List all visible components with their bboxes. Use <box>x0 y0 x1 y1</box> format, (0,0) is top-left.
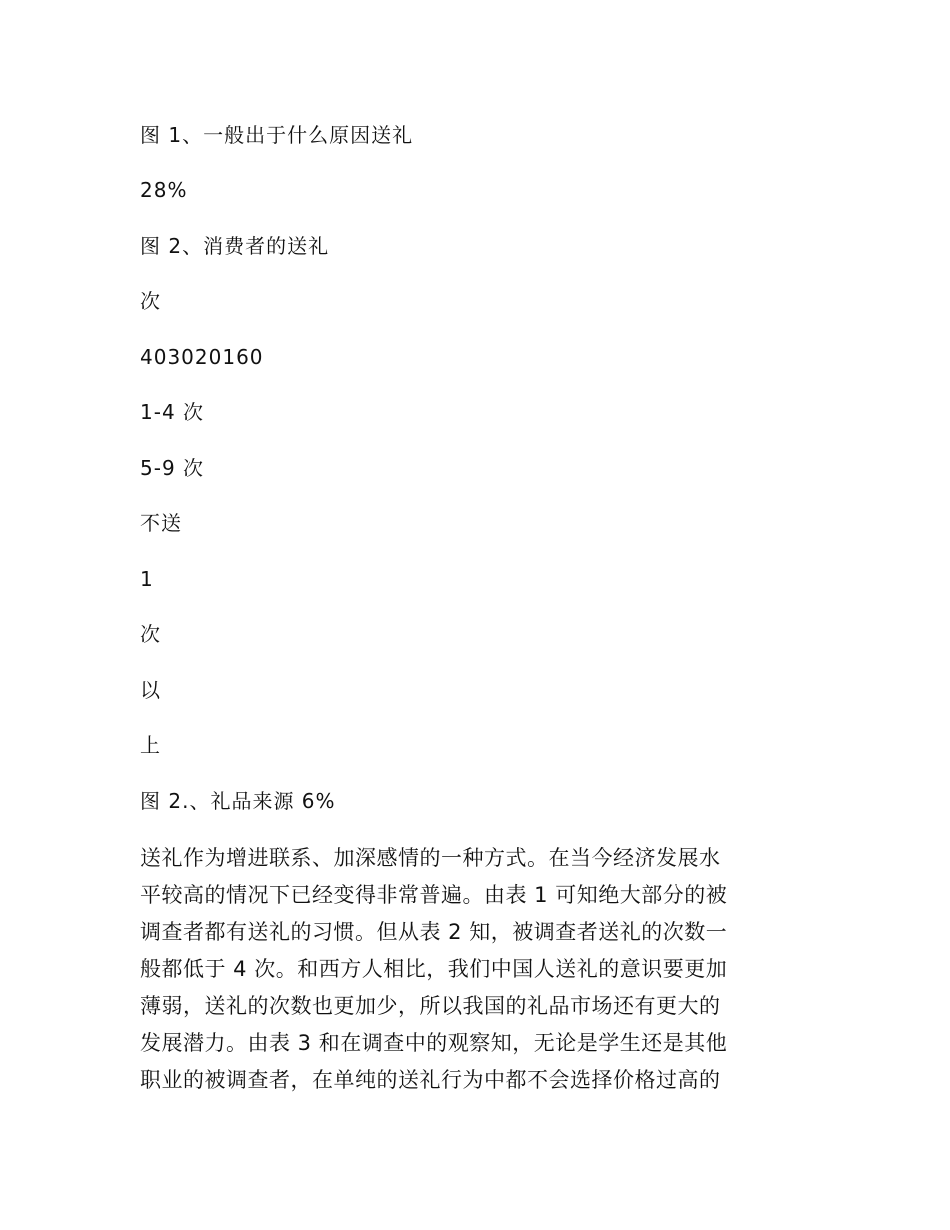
category-label-fragment-yi: 以 <box>140 678 161 702</box>
paragraph-line: 送礼作为增进联系、加深感情的一种方式。在当今经济发展水 <box>140 846 721 870</box>
category-label-fragment-1: 1 <box>140 567 154 591</box>
figure-1-caption: 图 1、一般出于什么原因送礼 <box>140 123 414 147</box>
category-label-5-9: 5-9 次 <box>140 456 205 480</box>
paragraph-line: 调查者都有送礼的习惯。但从表 2 知，被调查者送礼的次数一 <box>140 920 728 944</box>
paragraph-line: 职业的被调查者，在单纯的送礼行为中都不会选择价格过高的 <box>140 1068 721 1092</box>
percent-label-28: 28% <box>140 178 188 202</box>
figure-2-caption: 图 2、消费者的送礼 <box>140 234 330 258</box>
paragraph-line: 般都低于 4 次。和西方人相比，我们中国人送礼的意识要更加 <box>140 957 728 981</box>
axis-tick-values: 403020160 <box>140 345 264 369</box>
paragraph-line: 平较高的情况下已经变得非常普遍。由表 1 可知绝大部分的被 <box>140 883 728 907</box>
category-label-fragment-shang: 上 <box>140 733 161 757</box>
category-label-fragment-ci: 次 <box>140 622 161 646</box>
figure-2b-caption: 图 2.、礼品来源 6% <box>140 789 336 813</box>
body-paragraph <box>140 840 800 1099</box>
category-label-1-4: 1-4 次 <box>140 400 205 424</box>
paragraph-line: 薄弱，送礼的次数也更加少，所以我国的礼品市场还有更大的 <box>140 994 721 1018</box>
axis-unit-label: 次 <box>140 289 161 313</box>
paragraph-line: 发展潜力。由表 3 和在调查中的观察知，无论是学生还是其他 <box>140 1031 728 1055</box>
category-label-none: 不送 <box>140 511 182 535</box>
